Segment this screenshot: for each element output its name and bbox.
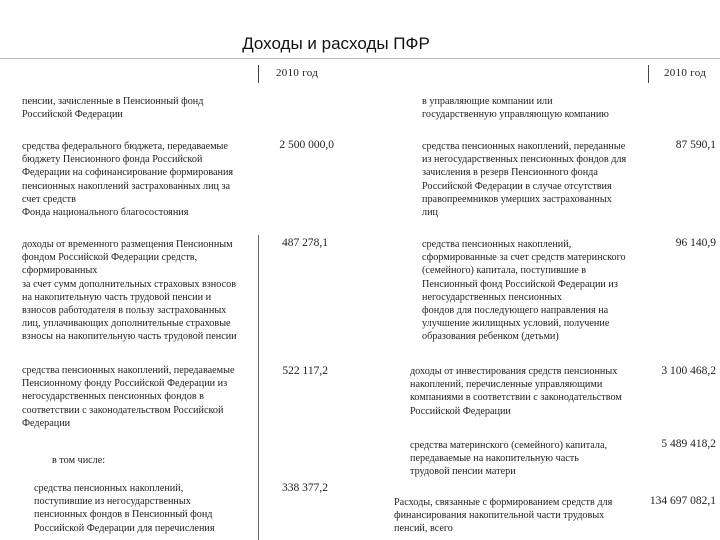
text-line: доходы от инвестирования средств пенсионных xyxy=(410,366,618,377)
text-line: пенсии, зачисленные в Пенсионный фонд xyxy=(22,96,204,107)
text-line: компаниями в соответствии с законодательством xyxy=(410,392,622,404)
right-amount-4: 5 489 418,2 xyxy=(661,438,716,450)
text-line: улучшение жилищных условий, получение xyxy=(422,318,610,330)
text-line: бюджету Пенсионного фонда Российской xyxy=(22,154,203,166)
scanned-table xyxy=(0,59,720,540)
text-line: Фонда национального благосостояния xyxy=(22,207,189,219)
left-item-2 xyxy=(22,238,237,344)
text-line: средства пенсионных накоплений, xyxy=(422,239,572,250)
text-line: средства пенсионных накоплений, переданные xyxy=(422,141,626,152)
slide-title: Доходы и расходы ПФР xyxy=(242,34,430,53)
text-line: счет средств xyxy=(22,193,76,205)
text-line: доходы от временного размещения Пенсионным xyxy=(22,239,233,250)
text-line: пенсий, всего xyxy=(394,523,453,535)
left-item-4 xyxy=(34,482,215,535)
right-item-5 xyxy=(394,496,612,536)
left-column-divider xyxy=(258,65,259,83)
text-line: пенсионных фондов в Пенсионный фонд xyxy=(34,509,213,521)
right-item-4 xyxy=(410,439,607,479)
text-line: из негосударственных пенсионных фондов для xyxy=(422,154,627,166)
text-line: сформированные за счет средств материнского xyxy=(422,252,626,264)
text-line: правопреемников умерших застрахованных xyxy=(422,193,612,205)
left-amount-3: 522 117,2 xyxy=(282,365,328,377)
right-item-1 xyxy=(422,140,626,219)
right-amount-2: 96 140,9 xyxy=(675,237,716,249)
text-line: фондом Российской Федерации средств, xyxy=(22,252,198,264)
text-line: государственную управляющую компанию xyxy=(422,109,609,121)
right-amount-5: 134 697 082,1 xyxy=(649,495,716,507)
left-amount-1: 2 500 000,0 xyxy=(279,139,334,151)
text-line: негосударственных пенсионных xyxy=(422,291,562,303)
text-line: средства федерального бюджета, передаваемые xyxy=(22,141,228,152)
text-line: Российской Федерации в случае отсутствия xyxy=(422,180,612,192)
text-line: фондов для последующего направления на xyxy=(422,305,609,317)
text-line: накоплений, перечисленные управляющими xyxy=(410,379,603,391)
text-line: передаваемые на накопительную часть xyxy=(410,453,579,465)
text-line: Федерации xyxy=(22,417,71,429)
right-amount-3: 3 100 468,2 xyxy=(661,365,716,377)
left-subheading: в том числе: xyxy=(52,455,106,466)
left-item-3 xyxy=(22,364,234,430)
text-line: Российской Федерации для перечисления xyxy=(34,522,215,534)
text-line: зачисления в резерв Пенсионного фонда xyxy=(422,167,598,179)
right-item-0 xyxy=(422,95,609,121)
text-line: поступившие из негосударственных xyxy=(34,496,191,508)
text-line: на накопительную часть трудовой пенсии и xyxy=(22,291,212,303)
text-line: соответствии с законодательством Российской xyxy=(22,404,224,416)
text-line: взносы на накопительную часть трудовой пенсии xyxy=(22,331,237,343)
left-item-0 xyxy=(22,95,203,121)
text-line: за счет сумм дополнительных страховых взносов xyxy=(22,278,237,290)
text-line: средства пенсионных накоплений, xyxy=(34,483,184,494)
left-amount-2: 487 278,1 xyxy=(282,237,328,249)
text-line: Федерации на софинансирование формирования xyxy=(22,167,234,179)
right-year-header: 2010 год xyxy=(664,67,707,79)
text-line: образования ребенком (детьми) xyxy=(422,331,559,343)
text-line: взносов работодателя в пользу застрахованных xyxy=(22,305,227,317)
text-line: средства пенсионных накоплений, передаваемые xyxy=(22,365,235,376)
left-amount-divider xyxy=(258,235,259,540)
right-amount-1: 87 590,1 xyxy=(675,139,716,151)
text-line: средства материнского (семейного) капитала, xyxy=(410,440,608,451)
text-line: (семейного) капитала, поступившие в xyxy=(422,265,587,277)
text-line: негосударственных пенсионных фондов в xyxy=(22,391,204,403)
text-line: сформированных xyxy=(22,265,98,277)
right-item-3 xyxy=(410,365,622,418)
text-line: Расходы, связанные с формированием средств для xyxy=(394,497,613,508)
text-line: лиц, уплачивающих дополнительные страховые xyxy=(22,318,231,330)
text-line: Пенсионный фонд Российской Федерации из xyxy=(422,278,618,290)
text-line: лиц xyxy=(422,207,438,219)
text-line: Российской Федерации xyxy=(22,109,123,121)
left-amount-4: 338 377,2 xyxy=(282,482,328,494)
right-item-2 xyxy=(422,238,626,344)
left-year-header: 2010 год xyxy=(276,67,319,79)
text-line: финансирования накопительной части трудовых xyxy=(394,510,605,522)
text-line: пенсионных накоплений застрахованных лиц за xyxy=(22,180,231,192)
text-line: Пенсионному фонду Российской Федерации из xyxy=(22,378,228,390)
text-line: Российской Федерации xyxy=(410,405,511,417)
left-item-1 xyxy=(22,140,233,219)
text-line: в управляющие компании или xyxy=(422,96,553,107)
right-column-divider xyxy=(648,65,649,83)
text-line: трудовой пенсии матери xyxy=(410,466,516,478)
